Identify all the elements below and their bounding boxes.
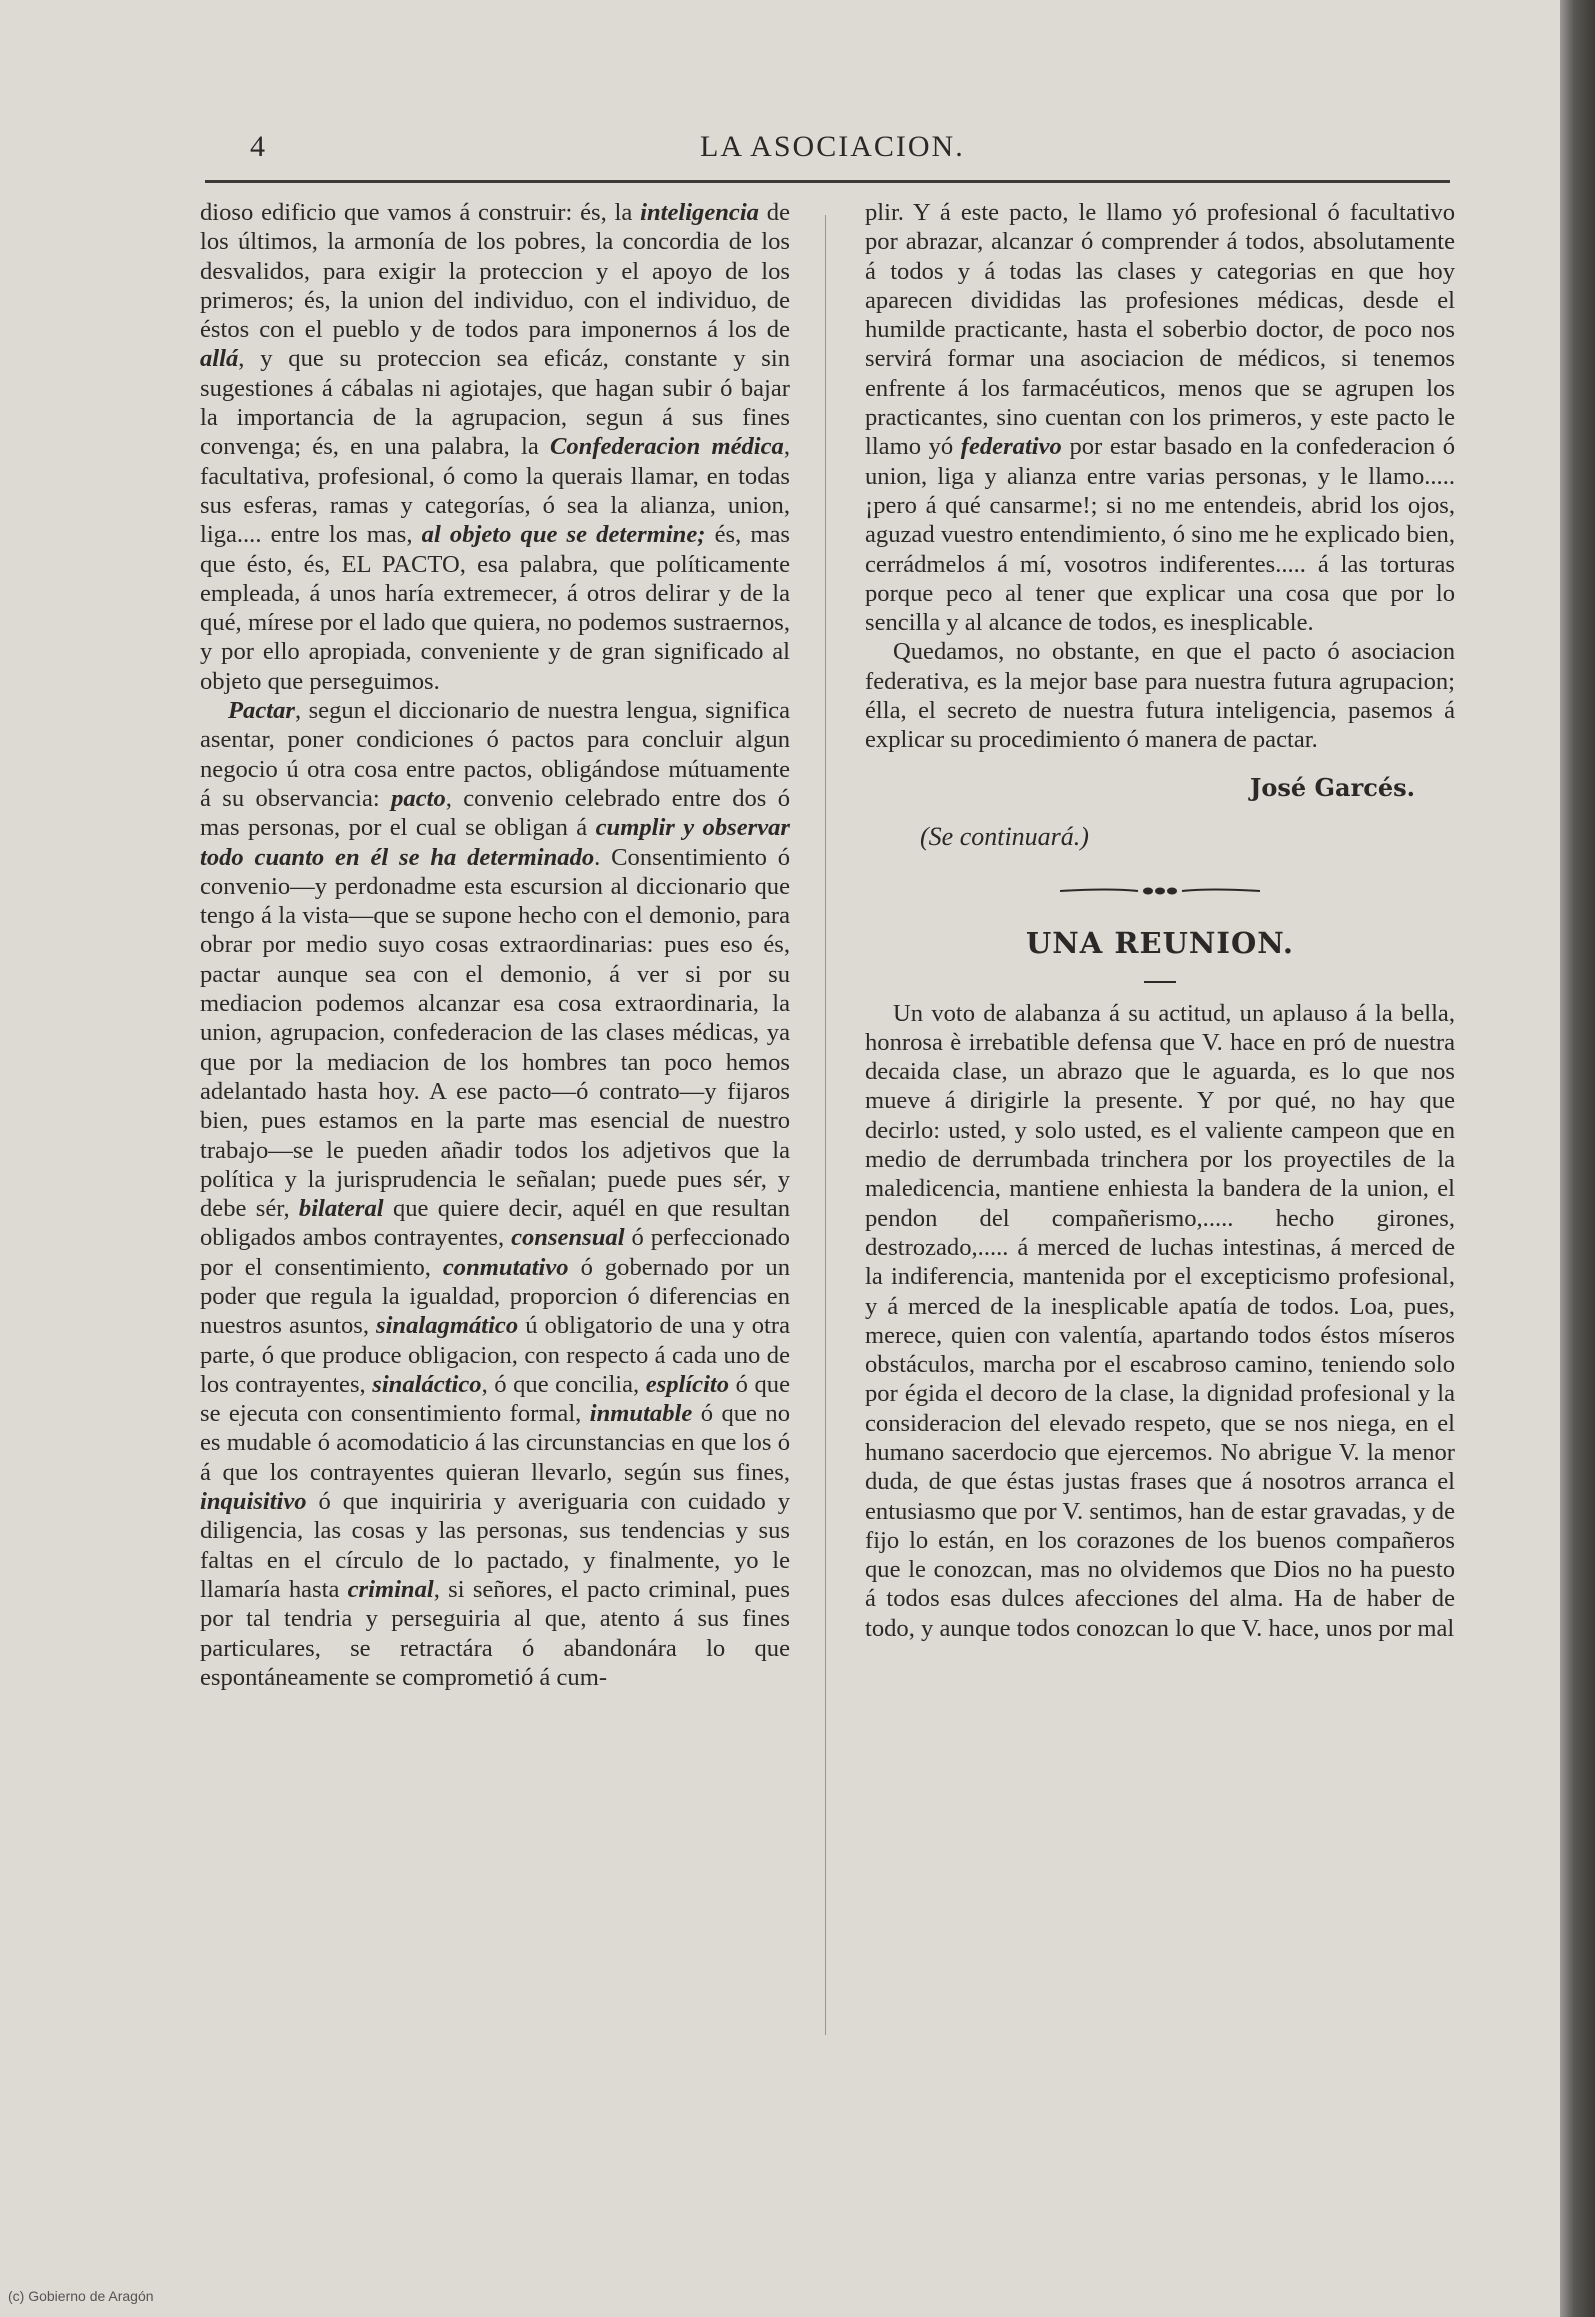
page-number: 4 — [250, 130, 265, 163]
section-title: UNA REUNION. — [1026, 926, 1294, 961]
page-edge-shadow — [1560, 0, 1595, 2317]
ornament-divider-icon — [1060, 881, 1260, 901]
header-rule — [205, 180, 1450, 183]
column-divider — [825, 215, 826, 2035]
right-column — [865, 198, 1455, 1643]
author-signature: José Garcés. — [1250, 772, 1415, 802]
left-paragraph-1: dioso edificio que vamos á construir: és, la inteligencia de los últimos, la armonía de los pobres, la concordia de los desvalidos, para exigir la proteccion y el apoyo de los primeros; és, la union del individuo, con el individuo, de éstos con el pueblo y de todos para imponernos á los de allá, y que su proteccion sea eficáz, constante y sin sugestiones á cábalas ni agiotajes, que hagan subir ó bajar la importancia de la agrupacion, segun á sus fines convenga; és, en una palabra, la Confederacion médica, facultativa, profesional, ó como la querais llamar, en todas sus esferas, ramas y categorías, ó sea la alianza, union, liga.... entre los mas, al objeto que se determine; és, mas que ésto, és, EL PACTO, esa palabra, que políticamente empleada, á unos haría extremecer, á otros delirar y de la qué, mírese por el lado que quiera, no podemos sustraernos, y por ello apropiada, conveniente y de gran significado al objeto que perseguimos. — [200, 199, 790, 695]
left-column — [200, 198, 790, 1692]
image-credit: (c) Gobierno de Aragón — [8, 2288, 154, 2304]
continued-note: (Se continuará.) — [920, 821, 1089, 851]
title-dash — [1144, 981, 1176, 983]
running-head: LA ASOCIACION. — [700, 130, 965, 163]
right-paragraph-3: Un voto de alabanza á su actitud, un aplauso á la bella, honrosa è irrebatible defensa que V. hace en pró de nuestra decaida clase, un abrazo que le aguarda, es lo que nos mueve á dirigirle la presente. Y por qué, no hay que decirlo: usted, y solo usted, es el valiente campeon que en medio de derrumbada trinchera por los proyectiles de la maledicencia, mantiene enhiesta la bandera de la union, el pendon del compañerismo,..... hecho girones, destrozado,..... á merced de luchas intestinas, á merced de la indiferencia, mantenida por el excepticismo profesional, y á merced de la inesplicable apatía de todos. Loa, pues, merece, quien con valentía, apartando todos éstos míseros obstáculos, marcha por el escabroso camino, teniendo solo por égida el decoro de la clase, la dignidad profesional y la consideracion del elevado respeto, que se nos niega, en el humano sacerdocio que ejercemos. No abrigue V. la menor duda, de que éstas justas frases que á nosotros arranca el entusiasmo que por V. sentimos, han de estar gravadas, y de fijo lo están, en los corazones de los buenos compañeros que le conozcan, mas no olvidemos que Dios no ha puesto á todos esas dulces afecciones del alma. Ha de haber de todo, y aunque todos conozcan lo que V. hace, unos por mal — [865, 999, 1455, 1642]
right-paragraph-1: plir. Y á este pacto, le llamo yó profesional ó facultativo por abrazar, alcanzar ó comprender á todos, absolutamente á todos y á todas las clases y categorias en que hoy aparecen divididas las profesiones médicas, desde el humilde practicante, hasta el soberbio doctor, de poco nos servirá formar una asociacion de médicos, si tenemos enfrente á los farmacéuticos, menos que se agrupen los practicantes, sino cuentan con los primeros, y este pacto le llamo yó federativo por estar basado en la confederacion ó union, liga y alianza entre varias personas, y le llamo..... ¡pero á qué cansarme!; si no me entendeis, abrid los ojos, aguzad vuestro entendimiento, ó sino me he explicado bien, cerrádmelos á mí, vosotros indiferentes..... á las torturas porque peco al tener que explicar una cosa que por lo sencilla y al alcance de todos, es inesplicable. — [865, 199, 1455, 637]
left-paragraph-2: Pactar, segun el diccionario de nuestra lengua, significa asentar, poner condiciones ó pactos para concluir algun negocio ú otra cosa entre pactos, obligándose mútuamente á su observancia: pacto, convenio celebrado entre dos ó mas personas, por el cual se obligan á cumplir y observar todo cuanto en él se ha determinado. Consentimiento ó convenio—y perdonadme esta escursion al diccionario que tengo á la vista—que se supone hecho con el demonio, para obrar por medio suyo cosas extraordinarias: pues eso és, pactar aunque sea con el demonio, á ver si por su mediacion podemos alcanzar esa cosa extraordinaria, la union, agrupacion, confederacion de las clases médicas, ya que por la mediacion de los hombres tan poco hemos adelantado hasta hoy. A ese pacto—ó contrato—y fijaros bien, pues estamos en la parte mas esencial de nuestro trabajo—se le pueden añadir todos los adjetivos que la política y la jurisprudencia le señalan; puede pues sér, y debe sér, bilateral que quiere decir, aquél en que resultan obligados ambos contrayentes, consensual ó perfeccionado por el consentimiento, conmutativo ó gobernado por un poder que regula la igualdad, proporcion ó diferencias en nuestros asuntos, sinalagmático ú obligatorio de una y otra parte, ó que produce obligacion, con respecto á cada uno de los contrayentes, sinaláctico, ó que concilia, esplícito ó que se ejecuta con consentimiento formal, inmutable ó que no es mudable ó acomodaticio á las circunstancias en que los ó á que los contrayentes quieran llevarlo, según sus fines, inquisitivo ó que inquiriria y averiguaria con cuidado y diligencia, las cosas y las personas, sus tendencias y sus faltas en el círculo de lo pactado, y finalmente, yo le llamaría hasta criminal, si señores, el pacto criminal, pues por tal tendria y perseguiria al que, atento á sus fines particulares, se retractára ó abandonára lo que espontáneamente se comprometió á cum- — [200, 697, 791, 1691]
right-paragraph-2: Quedamos, no obstante, en que el pacto ó asociacion federativa, es la mejor base para nuestra futura agrupacion; élla, el secreto de nuestra futura inteligencia, pasemos á explicar su procedimiento ó manera de pactar. — [865, 638, 1455, 754]
